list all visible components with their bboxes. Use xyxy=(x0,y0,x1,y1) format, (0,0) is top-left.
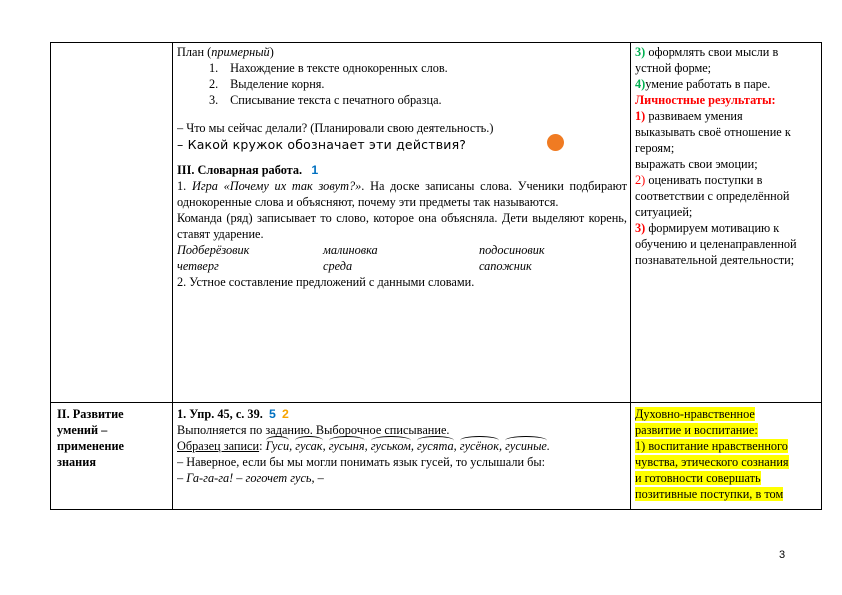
column-divider-1 xyxy=(172,43,173,509)
exercise-title: 1. Упр. 45, с. 39. 5 2 xyxy=(177,407,289,421)
plan-item: 3. Списывание текста с печатного образца. xyxy=(209,92,442,107)
teacher-question: – Что мы сейчас делали? (Планировали свою деятельность.) xyxy=(177,120,494,135)
word-row: четверг среда сапожник xyxy=(177,259,532,274)
orange-circle-icon xyxy=(547,134,564,151)
plan-title: План (примерный) xyxy=(177,45,274,59)
plan-item: 2. Выделение корня. xyxy=(209,76,325,91)
teacher-question-circle: – Какой кружок обозначает эти действия? xyxy=(177,136,467,152)
paragraph-sentences: 2. Устное составление предложений с данными словами. xyxy=(177,275,475,290)
column-divider-2 xyxy=(630,43,631,509)
plan-item: 1. Нахождение в тексте однокоренных слов. xyxy=(209,60,448,75)
badge-orange: 2 xyxy=(281,407,289,421)
row1-content-cell xyxy=(177,45,627,400)
badge-blue: 1 xyxy=(311,163,319,178)
sample-words: Гуси, гусак, гусыня, гуськом, гусята, гусёнок, гусиные. xyxy=(265,438,550,453)
lesson-table xyxy=(50,42,822,510)
sample-line: Образец записи: Гуси, гусак, гусыня, гуськом, гусята, гусёнок, гусиные. xyxy=(177,438,550,453)
badge-blue: 5 xyxy=(268,407,276,421)
row-divider xyxy=(51,402,821,403)
stage-cell: II. Развитие умений – применение знания xyxy=(57,407,125,469)
paragraph-game: 1. Игра «Почему их так зовут?». На доске записаны слова. Ученики подбирают однокоренные слова и объясняют, почему эти предметы так называются. xyxy=(177,179,627,210)
paragraph-team: Команда (ряд) записывает то слово, которое она объясняла. Дети выделяют корень, ставят ударение. xyxy=(177,211,627,242)
word-row: Подберёзовик малиновка подосиновик xyxy=(177,243,545,258)
page-number: 3 xyxy=(779,549,786,561)
row2-content-cell: 1. Упр. 45, с. 39. 5 2 Выполняется по заданию. Выборочное списывание. Образец записи: Гуси, гусак, гусыня, гуськом, гусята, гусёнок, гусиные. – Наверное, если бы мы могли понимать язык гусей, то услышали бы: – Га-га-га! – гогочет гусь, – xyxy=(177,407,627,507)
row2-results-cell: Духовно-нравственное развитие и воспитание: 1) воспитание нравственного чувства, этического сознания и готовности совершать позитивные поступки, в том xyxy=(635,407,789,501)
row1-results-cell: 3) оформлять свои мысли в устной форме; 4)умение работать в паре. Личностные результаты: 1) развиваем умения выказывать своё отношение к героям; выражать свои эмоции; 2) оценивать поступки в соответствии с определённой ситуацией; 3) формируем мотивацию к обучению и целенаправленной познавательной деятельности; xyxy=(635,45,821,400)
personal-results-title: Личностные результаты: xyxy=(635,92,776,107)
section-title: III. Словарная работа. 1 xyxy=(177,163,319,178)
